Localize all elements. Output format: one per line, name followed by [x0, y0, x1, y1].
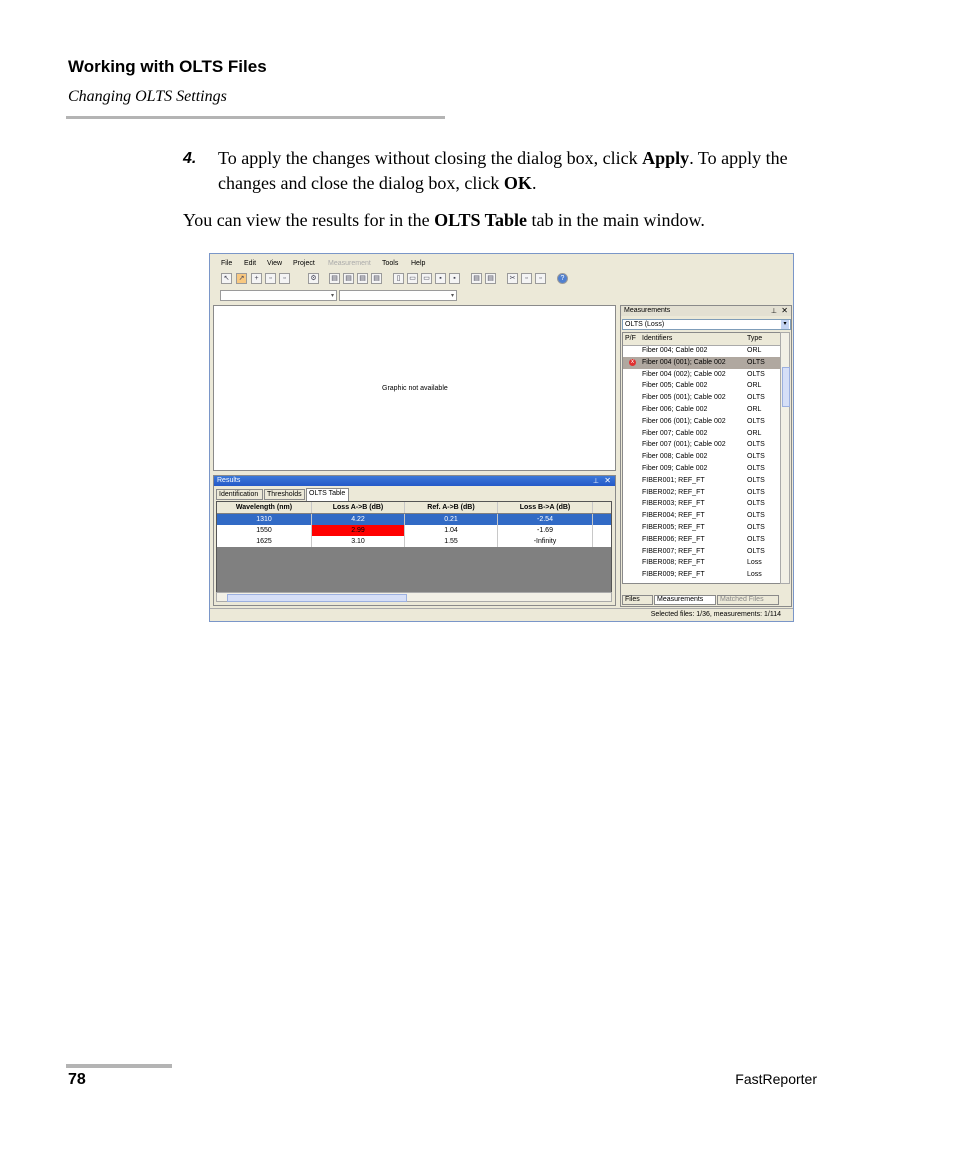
help-icon[interactable]: ? — [557, 273, 568, 284]
type-cell: Loss — [747, 559, 762, 567]
list-item[interactable] — [623, 345, 782, 357]
step-text: To apply the changes without closing the dialog box, click Apply. To apply the changes and close the dialog box, click OK. — [218, 148, 788, 193]
menu-view[interactable]: View — [267, 260, 283, 267]
tab-matched-files[interactable]: Matched Files — [717, 595, 779, 605]
cut-icon[interactable]: ✂ — [507, 273, 518, 284]
identifier-cell: FIBER002; REF_FT — [642, 488, 705, 496]
close-icon[interactable]: ✕ — [781, 306, 788, 315]
tool-icon[interactable]: ⚙ — [308, 273, 319, 284]
type-cell: ORL — [747, 406, 762, 413]
section-subtitle: Changing OLTS Settings — [68, 88, 227, 105]
results-panel — [213, 475, 616, 606]
chevron-down-icon: ▾ — [450, 293, 454, 299]
tool-icon[interactable]: ▫ — [265, 273, 276, 284]
measurements-list — [622, 332, 782, 584]
tool-icon[interactable]: ▫ — [279, 273, 290, 284]
column-header[interactable]: P/F — [625, 335, 636, 342]
paste-icon[interactable]: ▫ — [535, 273, 546, 284]
open-icon[interactable]: ▭ — [421, 273, 432, 284]
tab-measurements[interactable]: Measurements — [654, 595, 716, 605]
section-title: Working with OLTS Files — [68, 57, 267, 76]
list-item[interactable] — [623, 357, 782, 369]
page-number: 78 — [68, 1071, 86, 1088]
tab-thresholds[interactable]: Thresholds — [264, 489, 305, 500]
type-cell: OLTS — [747, 453, 765, 461]
scroll-thumb[interactable] — [227, 594, 407, 602]
table-cell: 1.04 — [405, 525, 498, 536]
pin-icon[interactable]: ⊥ — [592, 478, 599, 485]
list-item[interactable] — [623, 451, 782, 463]
combo-box-2[interactable] — [339, 290, 457, 301]
measurements-title-bar — [621, 306, 791, 316]
table-cell: 0.21 — [405, 514, 498, 525]
identifier-cell: FIBER008; REF_FT — [642, 559, 705, 567]
type-cell: OLTS — [747, 547, 765, 555]
table-row[interactable] — [217, 514, 611, 525]
table-cell: 1625 — [217, 536, 312, 547]
table-cell: 4.22 — [312, 514, 405, 525]
type-cell: OLTS — [747, 476, 765, 484]
vertical-scrollbar[interactable] — [780, 332, 790, 584]
table-cell: -Infinity — [498, 536, 593, 547]
type-cell: OLTS — [747, 370, 765, 378]
results-title: Results — [217, 477, 241, 484]
list-item[interactable] — [623, 392, 782, 404]
filter-value: OLTS (Loss) — [625, 321, 665, 328]
table-row[interactable] — [217, 536, 611, 547]
list-item[interactable] — [623, 428, 782, 440]
fail-status-icon: x — [631, 358, 634, 365]
table-cell: -1.69 — [498, 525, 593, 536]
list-item[interactable] — [623, 557, 782, 569]
results-title-bar — [214, 476, 615, 486]
table-cell: 3.10 — [312, 536, 405, 547]
close-icon[interactable]: ✕ — [604, 476, 611, 485]
list-item[interactable] — [623, 369, 782, 381]
save-all-icon[interactable]: ▪ — [449, 273, 460, 284]
type-cell: OLTS — [747, 500, 765, 508]
menu-project[interactable]: Project — [293, 260, 315, 267]
table-cell-fail: 2.99 — [312, 525, 405, 536]
identifier-cell: Fiber 008; Cable 002 — [642, 453, 708, 461]
header-rule — [66, 116, 445, 119]
step-number: 4. — [183, 150, 197, 167]
identifier-cell: Fiber 004; Cable 002 — [642, 347, 708, 354]
identifier-cell: Fiber 004 (002); Cable 002 — [642, 370, 726, 378]
tool-icon[interactable]: ▤ — [329, 273, 340, 284]
combo-box-1[interactable] — [220, 290, 337, 301]
list-item[interactable] — [623, 522, 782, 534]
table-row[interactable] — [217, 525, 611, 536]
app-screenshot — [209, 253, 794, 622]
type-cell: ORL — [747, 382, 762, 390]
column-header[interactable]: Ref. A->B (dB) — [405, 502, 498, 513]
type-cell: OLTS — [747, 417, 765, 425]
measurement-filter-select[interactable] — [622, 319, 791, 330]
identifier-cell: Fiber 005 (001); Cable 002 — [642, 394, 726, 402]
list-item[interactable] — [623, 510, 782, 522]
column-header[interactable]: Identifiers — [642, 335, 673, 342]
print-icon[interactable]: ▤ — [471, 273, 482, 284]
table-cell: 1310 — [217, 514, 312, 525]
menu-file[interactable]: File — [221, 260, 233, 267]
tool-icon[interactable]: ↖ — [221, 273, 232, 284]
pin-icon[interactable]: ⊥ — [770, 308, 777, 315]
type-cell: Loss — [747, 571, 762, 579]
save-icon[interactable]: ▪ — [435, 273, 446, 284]
identifier-cell: FIBER006; REF_FT — [642, 535, 705, 543]
status-bar — [210, 608, 793, 621]
tab-olts-table[interactable]: OLTS Table — [306, 488, 349, 501]
measurements-tabs — [622, 595, 792, 606]
identifier-cell: FIBER001; REF_FT — [642, 476, 705, 484]
type-cell: OLTS — [747, 465, 765, 472]
chevron-down-icon: ▾ — [781, 320, 789, 329]
type-cell: OLTS — [747, 394, 765, 402]
tool-icon[interactable]: + — [251, 273, 262, 284]
body-paragraph: You can view the results for in the OLTS Table tab in the main window. — [183, 210, 705, 230]
menu-tools[interactable]: Tools — [382, 260, 399, 267]
identifier-cell: FIBER005; REF_FT — [642, 524, 705, 531]
tool-icon[interactable]: ▤ — [343, 273, 354, 284]
scroll-thumb[interactable] — [782, 367, 790, 407]
identifier-cell: FIBER009; REF_FT — [642, 571, 705, 579]
list-item[interactable] — [623, 380, 782, 392]
footer-rule — [66, 1064, 172, 1068]
tool-icon[interactable]: ▤ — [357, 273, 368, 284]
column-header[interactable]: Loss A->B (dB) — [312, 502, 405, 513]
list-item[interactable] — [623, 498, 782, 510]
table-cell: 1550 — [217, 525, 312, 536]
horizontal-scrollbar[interactable] — [216, 592, 612, 602]
new-file-icon[interactable]: ▯ — [393, 273, 404, 284]
identifier-cell: Fiber 006; Cable 002 — [642, 406, 708, 413]
identifier-cell: Fiber 004 (001); Cable 002 — [642, 358, 726, 366]
type-cell: OLTS — [747, 524, 765, 531]
toolbar — [212, 271, 572, 289]
type-cell: OLTS — [747, 441, 765, 449]
list-item[interactable] — [623, 487, 782, 499]
type-cell: ORL — [747, 429, 762, 437]
product-name: FastReporter — [735, 1071, 817, 1087]
print-preview-icon[interactable]: ▤ — [485, 273, 496, 284]
column-header[interactable]: Wavelength (nm) — [217, 502, 312, 513]
list-item[interactable] — [623, 439, 782, 451]
tab-identification[interactable]: Identification — [216, 489, 263, 500]
tab-files[interactable]: Files — [622, 595, 653, 605]
graph-placeholder: Graphic not available — [382, 385, 448, 392]
chevron-down-icon: ▾ — [330, 293, 334, 299]
list-item[interactable] — [623, 416, 782, 428]
identifier-cell: FIBER004; REF_FT — [642, 512, 705, 520]
column-header[interactable]: Type — [747, 335, 763, 342]
measurements-title: Measurements — [624, 307, 671, 314]
menu-measurement[interactable]: Measurement — [328, 260, 371, 267]
identifier-cell: FIBER007; REF_FT — [642, 547, 705, 555]
list-item[interactable] — [623, 463, 782, 475]
menu-edit[interactable]: Edit — [244, 260, 257, 267]
list-item[interactable] — [623, 546, 782, 558]
status-text: Selected files: 1/36, measurements: 1/114 — [650, 611, 781, 618]
column-header[interactable]: Loss B->A (dB) — [498, 502, 593, 513]
list-item[interactable] — [623, 534, 782, 546]
type-cell: OLTS — [747, 358, 765, 366]
identifier-cell: Fiber 007 (001); Cable 002 — [642, 441, 726, 449]
table-header — [217, 502, 611, 513]
identifier-cell: Fiber 007; Cable 002 — [642, 429, 708, 437]
zoom-icon[interactable]: ↗ — [236, 273, 247, 284]
graph-pane — [213, 305, 616, 471]
list-item[interactable] — [623, 404, 782, 416]
table-cell: 1.55 — [405, 536, 498, 547]
menu-bar — [210, 258, 793, 270]
identifier-cell: Fiber 005; Cable 002 — [642, 382, 708, 390]
type-cell: OLTS — [747, 535, 765, 543]
list-item[interactable] — [623, 569, 782, 581]
tool-icon[interactable]: ▤ — [371, 273, 382, 284]
measurements-panel — [620, 305, 792, 607]
copy-icon[interactable]: ▫ — [521, 273, 532, 284]
step-4 — [183, 146, 823, 196]
open-folder-icon[interactable]: ▭ — [407, 273, 418, 284]
identifier-cell: FIBER003; REF_FT — [642, 500, 705, 508]
type-cell: ORL — [747, 347, 762, 354]
identifier-cell: Fiber 009; Cable 002 — [642, 465, 708, 472]
menu-help[interactable]: Help — [411, 260, 426, 267]
type-cell: OLTS — [747, 488, 765, 496]
table-cell: -2.54 — [498, 514, 593, 525]
type-cell: OLTS — [747, 512, 765, 520]
olts-table — [216, 501, 612, 593]
list-item[interactable] — [623, 475, 782, 487]
combo-bar — [212, 289, 462, 303]
identifier-cell: Fiber 006 (001); Cable 002 — [642, 417, 726, 425]
